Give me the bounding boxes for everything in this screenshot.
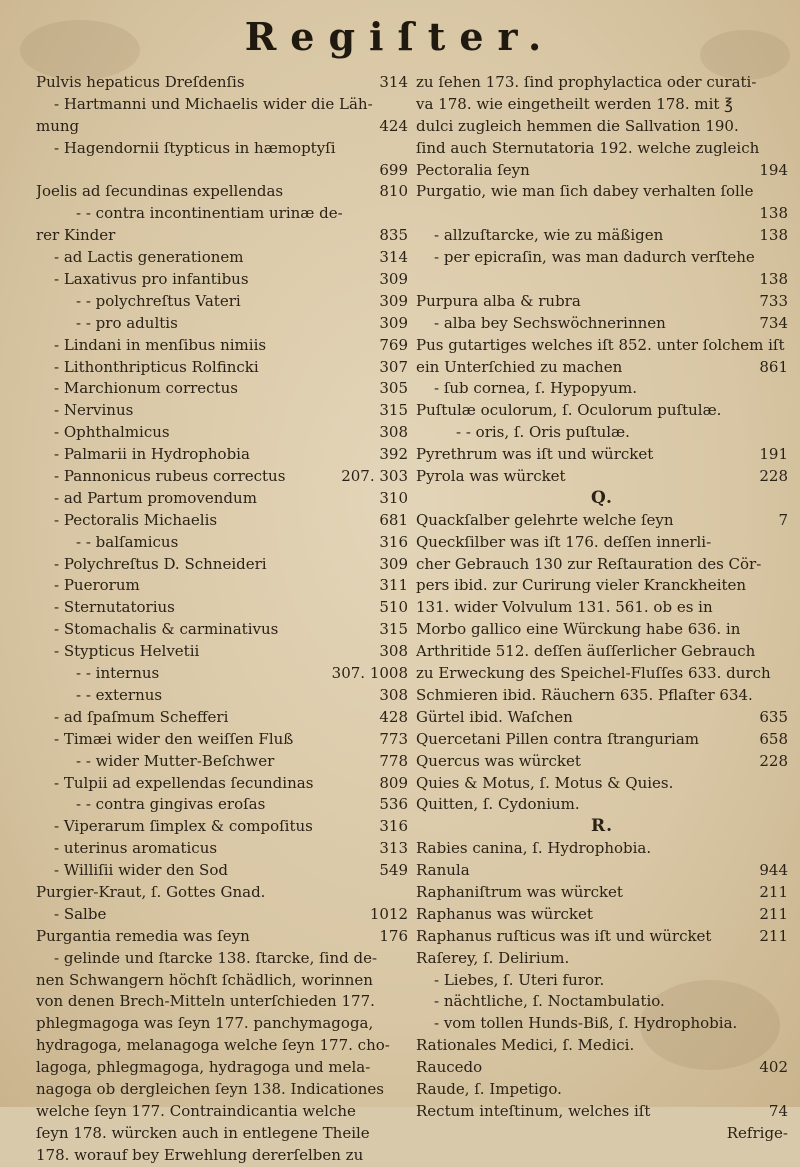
entry-text: - Lithonthripticus Rolfincki	[54, 357, 259, 376]
index-entry	[416, 729, 788, 751]
page-header: Regiſter.	[244, 14, 556, 59]
entry-text: - Hagendornii ſtypticus in hæmoptyſi	[54, 138, 336, 157]
index-entry	[416, 1035, 788, 1057]
entry-text: - per epicraſin, was man dadurch verſtehe	[434, 248, 755, 267]
index-entry	[416, 685, 788, 707]
index-entry	[36, 94, 408, 116]
entry-text: - Laxativus pro infantibus	[54, 270, 249, 289]
index-entry	[36, 1101, 408, 1123]
page-number: 228	[759, 467, 788, 486]
index-entry	[36, 313, 408, 335]
entry-text: - Sternutatorius	[54, 598, 175, 617]
entry-text: nen Schwangern höchſt ſchädlich, worinnen	[36, 970, 373, 989]
index-entry	[416, 794, 788, 816]
index-entry	[36, 926, 408, 948]
index-entry	[416, 597, 788, 619]
entry-text: Quies & Motus, ſ. Motus & Quies.	[416, 773, 674, 792]
entry-text: 178. worauf bey Erwehlung dererſelben zu	[36, 1145, 364, 1164]
page-number: 773	[379, 729, 408, 748]
entry-text: dulci zugleich hemmen die Sallvation 190.	[416, 116, 739, 135]
entry-text: hydragoga, melanagoga welche ſeyn 177. cho-	[36, 1036, 390, 1055]
index-entry	[36, 422, 408, 444]
page-number: 424	[379, 116, 408, 135]
page-number: 733	[759, 291, 788, 310]
entry-text: Pyrethrum was iſt und würcket	[416, 445, 654, 464]
entry-text: Rationales Medici, ſ. Medici.	[416, 1036, 635, 1055]
page-number: 392	[379, 445, 408, 464]
page-number: 635	[759, 707, 788, 726]
index-entry	[416, 575, 788, 597]
page-number: 315	[379, 401, 408, 420]
page-number: 138	[759, 226, 788, 245]
entry-text: - ad Partum promovendum	[54, 488, 257, 507]
entry-text: mung	[36, 116, 80, 135]
entry-text: ſind auch Sternutatoria 192. welche zugleich	[416, 138, 760, 157]
index-entry	[416, 181, 788, 203]
entry-text: - Salbe	[54, 904, 107, 923]
entry-text: Raphaniſtrum was würcket	[416, 882, 623, 901]
page-number: 308	[379, 423, 408, 442]
page-number: 7	[778, 510, 788, 529]
entry-text: - Williſii wider den Sod	[54, 861, 228, 880]
entry-text: - Liebes, ſ. Uteri furor.	[434, 970, 605, 989]
index-entry	[36, 1123, 408, 1145]
page-number: 681	[379, 510, 408, 529]
index-entry	[416, 72, 788, 94]
index-entry	[416, 838, 788, 860]
entry-text: 131. wider Volvulum 131. 561. ob es in	[416, 598, 713, 617]
index-entry	[416, 116, 788, 138]
page-number: 211	[759, 926, 788, 945]
index-entry	[36, 203, 408, 225]
entry-text: zu Erweckung des Speichel-Fluſſes 633. durch	[416, 664, 771, 683]
page-number: 314	[379, 248, 408, 267]
page-number: 194	[759, 160, 788, 179]
entry-text: - Hartmanni und Michaelis wider die Läh-	[54, 94, 373, 113]
entry-text: - - contra incontinentiam urinæ de-	[76, 204, 343, 223]
entry-text: ſeyn 178. würcken auch in entlegene Theile	[36, 1123, 370, 1142]
entry-text: - Palmarii in Hydrophobia	[54, 445, 250, 464]
index-entry	[416, 335, 788, 357]
index-entry	[36, 1079, 408, 1101]
entry-text: - - balſamicus	[76, 532, 179, 551]
index-entry	[36, 816, 408, 838]
entry-text: Raude, ſ. Impetigo.	[416, 1079, 562, 1098]
page-number: 307	[379, 357, 408, 376]
index-entry	[416, 160, 788, 182]
index-entry	[416, 1013, 788, 1035]
index-entry	[36, 138, 408, 160]
index-entry	[416, 751, 788, 773]
index-entry	[36, 116, 408, 138]
index-entry	[416, 532, 788, 554]
entry-text: - - polychreſtus Vateri	[76, 291, 241, 310]
page-number: 536	[379, 795, 408, 814]
index-entry	[36, 1057, 408, 1079]
entry-text: Quackſalber gelehrte welche ſeyn	[416, 510, 674, 529]
entry-text: Morbo gallico eine Würckung habe 636. in	[416, 620, 741, 639]
entry-text: - - pro adultis	[76, 313, 178, 332]
entry-text: Rabies canina, ſ. Hydrophobia.	[416, 839, 652, 858]
index-entry	[416, 926, 788, 948]
page-number: 861	[759, 357, 788, 376]
index-entry	[416, 422, 788, 444]
right-column	[416, 72, 788, 1145]
entry-text: Pyrola was würcket	[416, 467, 566, 486]
index-entry	[36, 532, 408, 554]
entry-text: - uterinus aromaticus	[54, 839, 218, 858]
page-number: 699	[379, 160, 408, 179]
page-number: 228	[759, 751, 788, 770]
index-entry	[416, 1101, 788, 1123]
page-number: 809	[379, 773, 408, 792]
page-number: 316	[379, 532, 408, 551]
page-number: 308	[379, 685, 408, 704]
entry-text: - Pectoralis Michaelis	[54, 510, 218, 529]
entry-text: - Timæi wider den weiſſen Fluß	[54, 729, 294, 748]
entry-text: Pulvis hepaticus Dreſdenſis	[36, 73, 245, 91]
entry-text: ein Unterſchied zu machen	[416, 357, 623, 376]
index-entry	[416, 882, 788, 904]
index-entry	[36, 597, 408, 619]
entry-text: - - contra gingivas eroſas	[76, 795, 266, 814]
page-number: 810	[379, 182, 408, 201]
entry-text: - ad Lactis generationem	[54, 248, 244, 267]
index-entry	[416, 663, 788, 685]
page-number: 314	[379, 73, 408, 91]
entry-text: - Pannonicus rubeus correctus	[54, 467, 286, 486]
entry-text: Rectum inteſtinum, welches iſt	[416, 1101, 651, 1120]
left-column	[36, 72, 408, 1167]
entry-text: - alba bey Sechswöchnerinnen	[434, 313, 666, 332]
index-entry	[416, 378, 788, 400]
index-entry	[416, 904, 788, 926]
index-entry	[36, 510, 408, 532]
entry-text: Quitten, ſ. Cydonium.	[416, 795, 580, 814]
index-entry	[36, 291, 408, 313]
index-entry	[36, 794, 408, 816]
entry-text: rer Kinder	[36, 226, 116, 245]
entry-text: - - oris, ſ. Oris puſtulæ.	[456, 423, 630, 442]
entry-text: - gelinde und ſtarcke 138. ſtarcke, ſind de-	[54, 948, 378, 967]
page-number: 313	[379, 839, 408, 858]
index-entry	[36, 269, 408, 291]
page-number: 176	[379, 926, 408, 945]
entry-text: - Stomachalis & carminativus	[54, 620, 279, 639]
entry-text: welche ſeyn 177. Contraindicantia welche	[36, 1101, 356, 1120]
index-entry	[416, 444, 788, 466]
page-number: 510	[379, 598, 408, 617]
entry-text: - Stypticus Helvetii	[54, 642, 200, 661]
index-entry	[36, 1035, 408, 1057]
page-number: 316	[379, 817, 408, 836]
index-entry	[36, 729, 408, 751]
entry-text: Raphanus ruſticus was iſt und würcket	[416, 926, 712, 945]
entry-text: Schmieren ibid. Räuchern 635. Pflaſter 634.	[416, 685, 753, 704]
entry-text: Raphanus was würcket	[416, 904, 593, 923]
index-entry	[416, 225, 788, 247]
index-entry	[36, 641, 408, 663]
entry-text: zu ſehen 173. ſind prophylactica oder curati-	[416, 73, 757, 91]
index-entry	[416, 269, 788, 291]
index-entry	[416, 816, 788, 838]
entry-text: - allzuſtarcke, wie zu mäßigen	[434, 226, 664, 245]
entry-text: - Tulpii ad expellendas ſecundinas	[54, 773, 314, 792]
page-number: 211	[759, 882, 788, 901]
entry-text: - - externus	[76, 685, 163, 704]
index-entry	[416, 466, 788, 488]
index-entry	[416, 970, 788, 992]
entry-text: Gürtel ibid. Waſchen	[416, 707, 573, 726]
index-entry	[416, 860, 788, 882]
entry-text: Raſerey, ſ. Delirium.	[416, 948, 570, 967]
page-number: 428	[379, 707, 408, 726]
entry-text: nagoga ob dergleichen ſeyn 138. Indicationes	[36, 1079, 384, 1098]
index-entry	[36, 400, 408, 422]
page-number: 211	[759, 904, 788, 923]
index-entry	[36, 707, 408, 729]
entry-text: Raucedo	[416, 1058, 483, 1077]
index-entry	[36, 751, 408, 773]
index-entry	[36, 335, 408, 357]
page-number: 74	[768, 1101, 788, 1120]
entry-text: - ſub cornea, ſ. Hypopyum.	[434, 379, 638, 398]
entry-text: - Lindani in menſibus nimiis	[54, 335, 267, 354]
index-entry	[416, 707, 788, 729]
entry-text: Quercus was würcket	[416, 751, 581, 770]
index-entry	[36, 160, 408, 182]
page-number: 311	[379, 576, 408, 595]
index-entry	[416, 313, 788, 335]
index-entry	[36, 619, 408, 641]
index-entry	[416, 291, 788, 313]
index-entry	[416, 641, 788, 663]
index-entry	[416, 400, 788, 422]
page-number: 835	[379, 226, 408, 245]
entry-text: - Ophthalmicus	[54, 423, 170, 442]
entry-text: lagoga, phlegmagoga, hydragoga und mela-	[36, 1058, 371, 1077]
index-entry	[416, 138, 788, 160]
entry-text: R.	[590, 816, 614, 837]
page-number: 207. 303	[341, 467, 408, 486]
page-number: 138	[759, 204, 788, 223]
index-entry	[36, 904, 408, 926]
entry-text: Arthritide 512. deſſen äuſſerlicher Gebrauch	[416, 642, 756, 661]
entry-text: Purgantia remedia was ſeyn	[36, 926, 250, 945]
entry-text: - Nervinus	[54, 401, 134, 420]
index-entry	[416, 554, 788, 576]
index-entry	[36, 575, 408, 597]
page-number: Refrige-	[726, 1123, 788, 1142]
index-entry	[416, 1123, 788, 1145]
page-number: 305	[379, 379, 408, 398]
entry-text: Purgier-Kraut, ſ. Gottes Gnad.	[36, 882, 266, 901]
entry-text: Pus gutartiges welches iſt 852. unter ſolchem iſt	[416, 335, 785, 354]
entry-text: - Viperarum ſimplex & compoſitus	[54, 817, 313, 836]
entry-text: Purgatio, wie man ſich dabey verhalten ſolle	[416, 182, 754, 201]
index-entry	[36, 444, 408, 466]
entry-text: - Puerorum	[54, 576, 140, 595]
entry-text: Joelis ad ſecundinas expellendas	[36, 182, 284, 201]
entry-text: va 178. wie eingetheilt werden 178. mit ℥	[416, 94, 733, 113]
page-number: 778	[379, 751, 408, 770]
index-entry	[416, 357, 788, 379]
index-entry	[36, 838, 408, 860]
index-entry	[36, 773, 408, 795]
page-number: 308	[379, 642, 408, 661]
index-entry	[36, 685, 408, 707]
entry-text: Ranula	[416, 861, 470, 880]
entry-text: von denen Brech-Mitteln unterſchieden 177.	[36, 992, 375, 1011]
index-entry	[36, 378, 408, 400]
index-entry	[36, 991, 408, 1013]
page-number: 769	[379, 335, 408, 354]
entry-text: - Marchionum correctus	[54, 379, 238, 398]
index-entry	[416, 488, 788, 510]
entry-text: Queckſilber was iſt 176. deſſen innerli-	[416, 532, 712, 551]
index-entry	[416, 94, 788, 116]
entry-text: Purpura alba & rubra	[416, 291, 581, 310]
page-number: 310	[379, 488, 408, 507]
index-entry	[36, 860, 408, 882]
index-entry	[36, 554, 408, 576]
index-entry	[36, 663, 408, 685]
page-number: 944	[759, 861, 788, 880]
entry-text: - ad ſpaſmum Schefferi	[54, 707, 229, 726]
index-entry	[36, 181, 408, 203]
index-entry	[36, 970, 408, 992]
page-number: 309	[379, 270, 408, 289]
index-entry	[36, 357, 408, 379]
page-number: 658	[759, 729, 788, 748]
entry-text: cher Gebrauch 130 zur Reſtauration des Cör-	[416, 554, 762, 573]
index-entry	[416, 1057, 788, 1079]
index-entry	[36, 72, 408, 94]
entry-text: - nächtliche, ſ. Noctambulatio.	[434, 992, 665, 1011]
index-entry	[36, 882, 408, 904]
index-entry	[36, 247, 408, 269]
index-entry	[416, 619, 788, 641]
entry-text: phlegmagoga was ſeyn 177. panchymagoga,	[36, 1014, 374, 1033]
page-number: 734	[759, 313, 788, 332]
page-number: 309	[379, 554, 408, 573]
entry-text: - - wider Mutter-Beſchwer	[76, 751, 275, 770]
index-entry	[36, 488, 408, 510]
entry-text: Pectoralia ſeyn	[416, 160, 530, 179]
index-entry	[36, 466, 408, 488]
entry-text: Puſtulæ oculorum, ſ. Oculorum puſtulæ.	[416, 401, 722, 420]
index-entry	[416, 1079, 788, 1101]
page-number: 309	[379, 291, 408, 310]
index-entry	[36, 1013, 408, 1035]
page-number: 315	[379, 620, 408, 639]
entry-text: - vom tollen Hunds-Biß, ſ. Hydrophobia.	[434, 1014, 738, 1033]
index-entry	[416, 991, 788, 1013]
entry-text: - - internus	[76, 664, 160, 683]
page-number: 309	[379, 313, 408, 332]
index-entry	[416, 773, 788, 795]
index-entry	[416, 247, 788, 269]
page-number: 402	[759, 1058, 788, 1077]
index-entry	[36, 1145, 408, 1167]
page-number: 1012	[369, 904, 408, 923]
entry-text: Quercetani Pillen contra ſtranguriam	[416, 729, 700, 748]
page-number: 549	[379, 861, 408, 880]
page-number: 191	[759, 445, 788, 464]
page-number: 307. 1008	[331, 664, 408, 683]
entry-text: pers ibid. zur Curirung vieler Kranckheiten	[416, 576, 747, 595]
index-entry	[416, 948, 788, 970]
index-entry	[416, 203, 788, 225]
index-entry	[36, 225, 408, 247]
entry-text: - Polychreſtus D. Schneideri	[54, 554, 267, 573]
index-entry	[416, 510, 788, 532]
page-number: 138	[759, 270, 788, 289]
index-entry	[36, 948, 408, 970]
entry-text: Q.	[591, 487, 613, 508]
